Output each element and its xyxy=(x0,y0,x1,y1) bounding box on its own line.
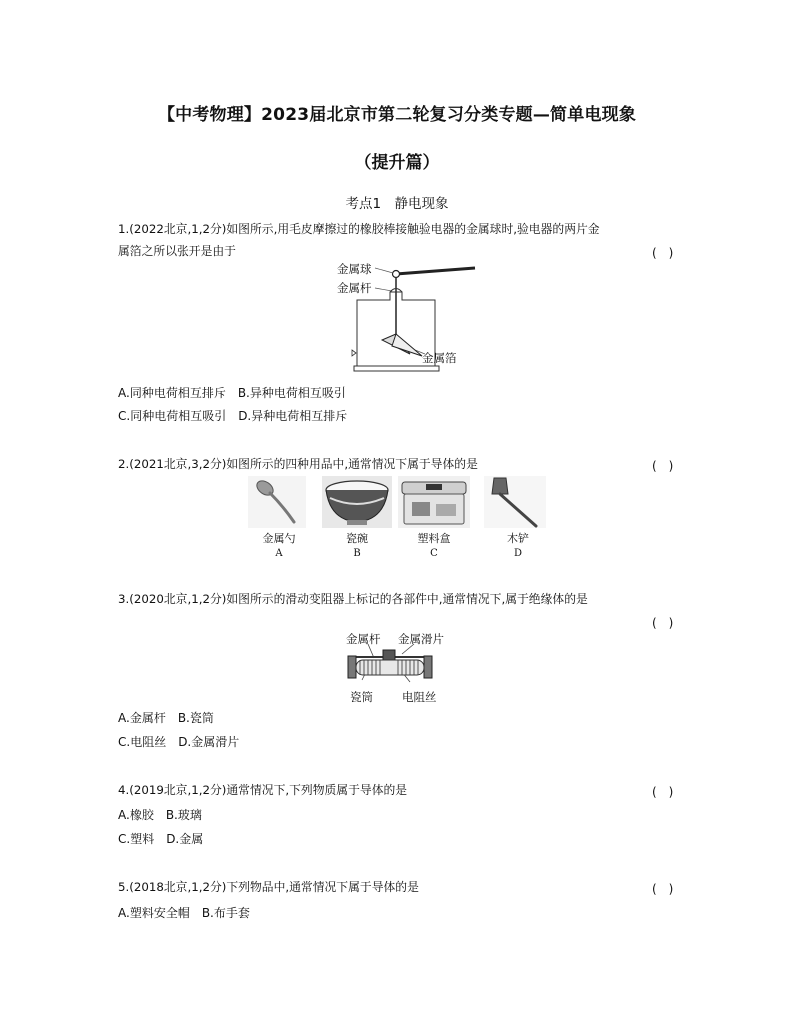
label-rheostat-metal-rod: 金属杆 xyxy=(346,632,381,646)
question-5-options-row-1: A.塑料安全帽 B.布手套 xyxy=(118,906,250,920)
label-metal-ball: 金属球 xyxy=(337,262,372,276)
wooden-spatula-image xyxy=(484,476,546,528)
item-a-name: 金属勺 xyxy=(262,532,296,545)
item-c-letter: C xyxy=(430,548,438,559)
label-rheostat-tube: 瓷筒 xyxy=(350,690,373,704)
label-rheostat-slider: 金属滑片 xyxy=(398,632,444,646)
question-5-text: 5.(2018北京,1,2分)下列物品中,通常情况下属于导体的是 xyxy=(118,880,419,894)
rubber-rod xyxy=(396,268,475,274)
label-metal-foil: 金属箔 xyxy=(422,351,457,365)
question-1-options-row-2: C.同种电荷相互吸引 D.异种电荷相互排斥 xyxy=(118,409,348,423)
question-1-options-row-1: A.同种电荷相互排斥 B.异种电荷相互吸引 xyxy=(118,386,346,400)
item-b-name: 瓷碗 xyxy=(346,532,368,545)
document-title: 【中考物理】2023届北京市第二轮复习分类专题—简单电现象 xyxy=(157,105,637,125)
item-b-letter: B xyxy=(353,548,361,559)
metal-ball xyxy=(393,271,400,278)
document-subtitle: （提升篇） xyxy=(354,153,440,173)
question-4-options-row-1: A.橡胶 B.玻璃 xyxy=(118,808,202,822)
label-rheostat-wire: 电阻丝 xyxy=(402,690,437,704)
question-1-line-1: 1.(2022北京,1,2分)如图所示,用毛皮摩擦过的橡胶棒接触验电器的金属球时,验电器的两片金 xyxy=(118,222,600,236)
item-a-letter: A xyxy=(275,548,283,559)
item-c-name: 塑料盒 xyxy=(417,532,451,545)
item-d-name: 木铲 xyxy=(507,532,529,545)
question-1-answer-paren: ( ) xyxy=(652,246,674,260)
question-3-options-row-2: C.电阻丝 D.金属滑片 xyxy=(118,735,240,749)
section-heading: 考点1 静电现象 xyxy=(345,196,449,212)
question-3-text: 3.(2020北京,1,2分)如图所示的滑动变阻器上标记的各部件中,通常情况下,属于绝缘体的是 xyxy=(118,592,588,606)
question-5-answer-paren: ( ) xyxy=(652,882,674,896)
question-2-text: 2.(2021北京,3,2分)如图所示的四种用品中,通常情况下属于导体的是 xyxy=(118,457,478,471)
porcelain-bowl-image xyxy=(322,476,392,528)
question-1-line-2: 属箔之所以张开是由于 xyxy=(118,244,236,258)
plastic-box-image xyxy=(398,476,470,528)
question-4-text: 4.(2019北京,1,2分)通常情况下,下列物质属于导体的是 xyxy=(118,783,408,797)
label-metal-rod: 金属杆 xyxy=(337,281,372,295)
question-3-options-row-1: A.金属杆 B.瓷筒 xyxy=(118,711,214,725)
question-3-answer-paren: ( ) xyxy=(652,616,674,630)
question-4-answer-paren: ( ) xyxy=(652,785,674,799)
item-d-letter: D xyxy=(513,548,523,559)
question-4-options-row-2: C.塑料 D.金属 xyxy=(118,832,204,846)
metal-spoon-image xyxy=(248,476,306,528)
question-2-answer-paren: ( ) xyxy=(652,459,674,473)
